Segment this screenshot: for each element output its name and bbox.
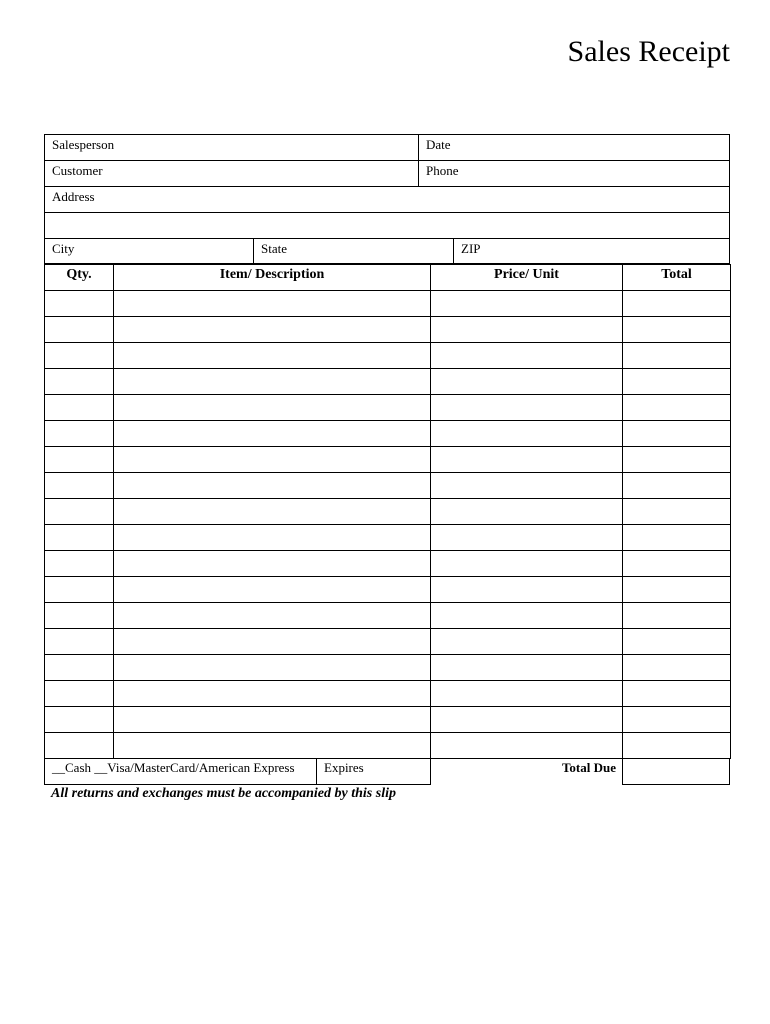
total-cell[interactable] xyxy=(623,447,731,473)
total-cell[interactable] xyxy=(623,681,731,707)
total-cell[interactable] xyxy=(623,343,731,369)
price-unit-cell[interactable] xyxy=(431,629,623,655)
total-cell[interactable] xyxy=(623,629,731,655)
date-field[interactable]: Date xyxy=(418,135,729,160)
price-unit-cell[interactable] xyxy=(431,499,623,525)
price-unit-cell[interactable] xyxy=(431,369,623,395)
qty-cell[interactable] xyxy=(45,317,114,343)
qty-cell[interactable] xyxy=(45,551,114,577)
total-cell[interactable] xyxy=(623,525,731,551)
description-cell[interactable] xyxy=(114,577,431,603)
payment-method-field[interactable]: __Cash __Visa/MasterCard/American Express xyxy=(44,758,317,785)
column-header-total: Total xyxy=(623,265,731,291)
qty-cell[interactable] xyxy=(45,369,114,395)
table-row xyxy=(45,603,731,629)
table-row xyxy=(45,655,731,681)
price-unit-cell[interactable] xyxy=(431,551,623,577)
table-row xyxy=(45,343,731,369)
total-due-field[interactable] xyxy=(622,758,730,785)
price-unit-cell[interactable] xyxy=(431,681,623,707)
total-cell[interactable] xyxy=(623,395,731,421)
description-cell[interactable] xyxy=(114,733,431,759)
expires-field[interactable]: Expires xyxy=(316,758,431,785)
description-cell[interactable] xyxy=(114,369,431,395)
description-cell[interactable] xyxy=(114,681,431,707)
phone-field[interactable]: Phone xyxy=(418,161,729,186)
column-header-description: Item/ Description xyxy=(114,265,431,291)
total-cell[interactable] xyxy=(623,733,731,759)
total-due-label: Total Due xyxy=(561,760,616,775)
description-cell[interactable] xyxy=(114,473,431,499)
qty-cell[interactable] xyxy=(45,473,114,499)
description-cell[interactable] xyxy=(114,343,431,369)
price-unit-cell[interactable] xyxy=(431,603,623,629)
table-row xyxy=(45,525,731,551)
description-cell[interactable] xyxy=(114,603,431,629)
qty-cell[interactable] xyxy=(45,655,114,681)
total-cell[interactable] xyxy=(623,603,731,629)
salesperson-row xyxy=(44,134,730,160)
table-row xyxy=(45,681,731,707)
description-cell[interactable] xyxy=(114,655,431,681)
qty-cell[interactable] xyxy=(45,447,114,473)
description-cell[interactable] xyxy=(114,421,431,447)
table-row xyxy=(45,577,731,603)
price-unit-cell[interactable] xyxy=(431,291,623,317)
price-unit-cell[interactable] xyxy=(431,707,623,733)
page-title: Sales Receipt xyxy=(567,35,730,68)
items-table-header xyxy=(45,265,731,291)
table-row xyxy=(45,395,731,421)
price-unit-cell[interactable] xyxy=(431,421,623,447)
price-unit-cell[interactable] xyxy=(431,473,623,499)
qty-cell[interactable] xyxy=(45,707,114,733)
address-line-2-row xyxy=(44,212,730,238)
price-unit-cell[interactable] xyxy=(431,577,623,603)
description-cell[interactable] xyxy=(114,291,431,317)
state-field[interactable]: State xyxy=(253,239,453,263)
table-row xyxy=(45,421,731,447)
salesperson-field[interactable]: Salesperson xyxy=(52,137,115,152)
description-cell[interactable] xyxy=(114,707,431,733)
total-cell[interactable] xyxy=(623,317,731,343)
table-row xyxy=(45,733,731,759)
price-unit-cell[interactable] xyxy=(431,733,623,759)
total-cell[interactable] xyxy=(623,551,731,577)
table-row xyxy=(45,707,731,733)
payment-footer xyxy=(44,758,730,785)
qty-cell[interactable] xyxy=(45,395,114,421)
qty-cell[interactable] xyxy=(45,603,114,629)
price-unit-cell[interactable] xyxy=(431,655,623,681)
city-field[interactable]: City xyxy=(52,241,75,256)
items-table-body xyxy=(45,291,731,759)
total-cell[interactable] xyxy=(623,577,731,603)
total-cell[interactable] xyxy=(623,707,731,733)
description-cell[interactable] xyxy=(114,317,431,343)
city-state-zip-row xyxy=(44,238,730,264)
customer-row xyxy=(44,160,730,186)
description-cell[interactable] xyxy=(114,499,431,525)
description-cell[interactable] xyxy=(114,395,431,421)
address-line-2-field[interactable] xyxy=(45,213,729,238)
total-cell[interactable] xyxy=(623,291,731,317)
qty-cell[interactable] xyxy=(45,525,114,551)
price-unit-cell[interactable] xyxy=(431,525,623,551)
zip-field[interactable]: ZIP xyxy=(453,239,729,263)
table-row xyxy=(45,291,731,317)
description-cell[interactable] xyxy=(114,551,431,577)
qty-cell[interactable] xyxy=(45,291,114,317)
qty-cell[interactable] xyxy=(45,499,114,525)
qty-cell[interactable] xyxy=(45,733,114,759)
customer-info-section xyxy=(44,134,730,264)
table-row xyxy=(45,369,731,395)
table-row xyxy=(45,447,731,473)
price-unit-cell[interactable] xyxy=(431,317,623,343)
column-header-price-unit: Price/ Unit xyxy=(431,265,623,291)
table-row xyxy=(45,499,731,525)
total-cell[interactable] xyxy=(623,655,731,681)
qty-cell[interactable] xyxy=(45,681,114,707)
qty-cell[interactable] xyxy=(45,577,114,603)
description-cell[interactable] xyxy=(114,629,431,655)
price-unit-cell[interactable] xyxy=(431,447,623,473)
column-header-qty: Qty. xyxy=(45,265,114,291)
customer-field[interactable]: Customer xyxy=(52,163,103,178)
table-row xyxy=(45,473,731,499)
returns-note: All returns and exchanges must be accompanied by this slip xyxy=(51,786,396,801)
table-row xyxy=(45,317,731,343)
qty-cell[interactable] xyxy=(45,343,114,369)
table-row xyxy=(45,629,731,655)
description-cell[interactable] xyxy=(114,525,431,551)
total-cell[interactable] xyxy=(623,473,731,499)
price-unit-cell[interactable] xyxy=(431,343,623,369)
qty-cell[interactable] xyxy=(45,629,114,655)
qty-cell[interactable] xyxy=(45,421,114,447)
table-row xyxy=(45,551,731,577)
total-cell[interactable] xyxy=(623,421,731,447)
total-cell[interactable] xyxy=(623,369,731,395)
price-unit-cell[interactable] xyxy=(431,395,623,421)
address-row xyxy=(44,186,730,212)
address-field[interactable]: Address xyxy=(52,189,95,204)
description-cell[interactable] xyxy=(114,447,431,473)
items-table xyxy=(44,264,731,759)
total-cell[interactable] xyxy=(623,499,731,525)
